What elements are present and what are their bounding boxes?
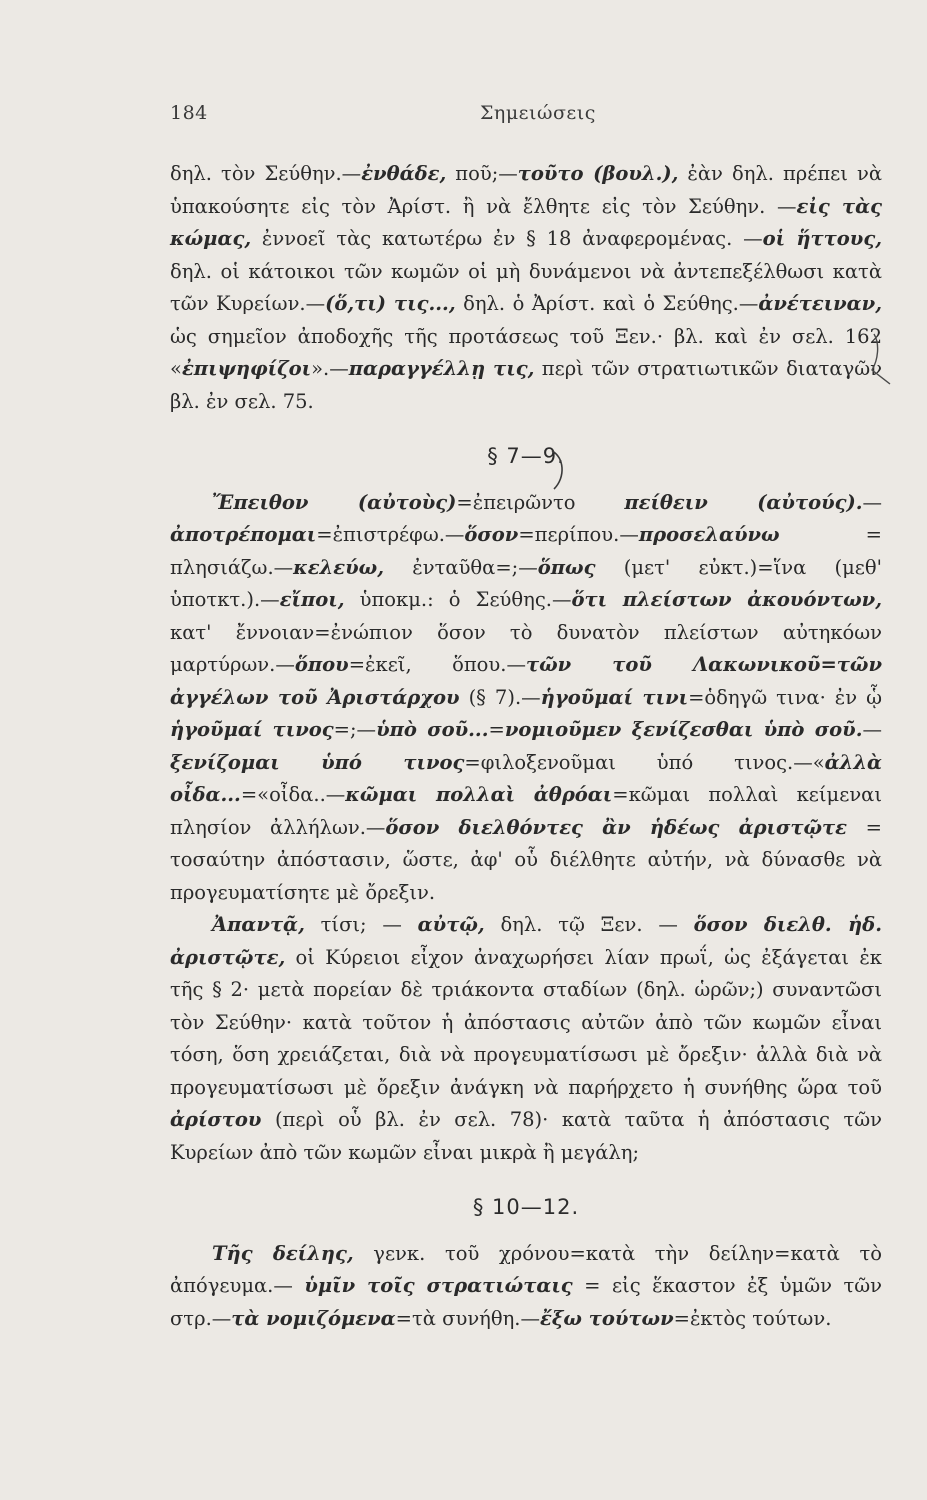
note-text: (μετ' εὐκτ.)=ἵνα (μεθ' ὑποτκτ.).— [170, 555, 882, 611]
note-text: = τοσαύτην ἀπόστασιν, ὥστε, ἀφ' οὗ διέλθητε αὐτήν, νὰ δύνασθε νὰ προγευματίσητε μὲ ὄρεξιν. [170, 815, 882, 904]
lemma-term: ἡγοῦμαί τινι [540, 685, 689, 709]
note-paragraph [170, 158, 882, 418]
note-text: =φιλοξενοῦμαι ὑπό τινος.—« [464, 750, 825, 774]
lemma-term: ὅσον [464, 523, 519, 546]
lemma-term: εἰς τὰς κώμας, [170, 194, 882, 250]
note-text: δηλ. ὁ Ἀρίστ. καὶ ὁ Σεύθης.— [455, 292, 759, 315]
note-text: =ἐκεῖ, ὅπου.— [348, 653, 526, 676]
note-text: =ἐκτὸς τούτων. [673, 1306, 832, 1330]
lemma-term: ὑπὸ σοῦ... [376, 718, 489, 741]
note-text: = [488, 718, 505, 741]
lemma-term: προσελαύνω [638, 523, 780, 546]
lemma-term: πείθειν (αὐτούς). [624, 490, 863, 514]
lemma-term: ἐπιψηφίζοι [181, 357, 312, 380]
note-text: — [862, 718, 882, 741]
note-text: ὡς σημεῖον ἀποδοχῆς τῆς προτάσεως τοῦ Ξεν.· βλ. καὶ ἐν σελ. 162 « [170, 324, 882, 380]
lemma-term: Τῆς δείλης, [212, 1241, 354, 1265]
note-text: οἱ Κύρειοι εἶχον ἀναχωρήσει λίαν πρωΐ, ὡς ἐξάγεται ἐκ τῆς § 2· μετὰ πορείαν δὲ τριάκοντα σταδίων (δηλ. ὡρῶν;) συναντῶσι τὸν Σεύθην· κατὰ τοῦτον ἡ ἀπόστασις αὐτῶν ἀπὸ τῶν κωμῶν εἶναι τόση, ὅση χρειάζεται, διὰ νὰ προγευματίσωσι μὲ ὄρεξιν· ἀλλὰ διὰ νὰ προγευματίσωσι μὲ ὄρεξιν ἀνάγκη νὰ παρήρχετο ἡ συνήθης ὥρα τοῦ [170, 945, 882, 1099]
page-number: 184 [170, 102, 208, 124]
section-heading: § 10—12. [472, 1195, 580, 1219]
note-text: ».— [311, 357, 349, 380]
note-text: τίσι; — [304, 913, 418, 936]
lemma-term: ὑμῖν τοῖς στρατιώταις [304, 1274, 573, 1297]
note-paragraph [170, 487, 882, 910]
lemma-term: ὅσον διελθ. ἡδ. ἀριστῷτε, [170, 913, 882, 969]
note-paragraph [170, 1238, 882, 1336]
lemma-term: ἔξω τούτων [539, 1306, 674, 1330]
running-title: Σημειώσεις [480, 102, 596, 124]
lemma-term: ἀνέτειναν, [758, 292, 882, 315]
lemma-term: τοῦτο (βουλ.), [517, 162, 679, 185]
note-text: =κῶμαι πολλαὶ κείμεναι πλησίον ἀλλήλων.— [170, 783, 882, 839]
note-text: ἐννοεῖ τὰς κατωτέρω ἐν § 18 ἀναφερομένας. — [251, 227, 763, 250]
lemma-term: Ἀπαντᾷ, [212, 913, 305, 936]
lemma-term: νομιοῦμεν ξενίζεσθαι ὑπὸ σοῦ. [504, 718, 863, 741]
note-text: γενκ. τοῦ χρόνου=κατὰ τὴν δείλην=κατὰ τὸ ἀπόγευμα.— [170, 1241, 882, 1297]
lemma-term: ἡγοῦμαί τινος [170, 718, 334, 741]
note-text: =περίπου.— [518, 523, 639, 546]
note-paragraph [170, 909, 882, 1169]
page-header [170, 102, 885, 136]
lemma-term: εἴποι, [279, 588, 345, 611]
note-text: ὑποκμ.: ὁ Σεύθης.— [344, 588, 572, 611]
note-text: ἐνταῦθα=;— [384, 555, 538, 579]
note-text: — [862, 490, 882, 514]
lemma-term: ἀρίστου [170, 1108, 262, 1131]
note-text: = εἰς ἕκαστον ἐξ ὑμῶν τῶν στρ.— [170, 1274, 882, 1330]
notes-body [170, 158, 882, 1335]
lemma-term: ὅπου [294, 653, 349, 676]
lemma-term: ἀποτρέπομαι [170, 523, 317, 546]
lemma-term: ἀλλὰ οἶδα... [170, 750, 883, 806]
lemma-term: κελεύω, [293, 555, 385, 579]
note-text: δηλ. τὸν Σεύθην.— [170, 162, 362, 185]
note-text: (§ 7).— [459, 685, 541, 709]
lemma-term: ἐνθάδε, [361, 162, 447, 185]
lemma-term: (ὅ,τι) τις..., [325, 292, 456, 315]
note-text: =ἐπιστρέφω.— [316, 523, 465, 546]
lemma-term: κῶμαι πολλαὶ ἀθρόαι [345, 783, 613, 806]
note-text: δηλ. τῷ Ξεν. — [484, 913, 694, 936]
note-text: περὶ τῶν στρατιωτικῶν διαταγῶν βλ. ἐν σελ. 75. [170, 357, 882, 413]
note-text: =τὰ συνήθη.— [395, 1306, 540, 1330]
section-heading: § 7—9. [487, 444, 565, 468]
lemma-term: τὰ νομιζόμενα [231, 1306, 396, 1330]
note-text: ποῦ;— [446, 162, 518, 185]
note-text: =;— [333, 718, 377, 741]
lemma-term: αὐτῷ, [417, 913, 485, 936]
note-text: =ὁδηγῶ τινα· ἐν ᾧ [688, 685, 883, 709]
lemma-term: τῶν τοῦ Λακωνικοῦ=τῶν ἀγγέλων τοῦ Ἀριστάρχου [170, 653, 883, 709]
lemma-term: Ἔπειθον (αὐτοὺς) [212, 490, 457, 514]
note-text: κατ' ἔννοιαν=ἐνώπιον ὅσον τὸ δυνατὸν πλείστων αὐτηκόων μαρτύρων.— [170, 620, 882, 676]
note-text: =«οἶδα..— [240, 783, 346, 806]
lemma-term: ὅτι πλείστων ἀκουόντων, [571, 588, 882, 611]
note-text: =ἐπειρῶντο [456, 490, 625, 514]
note-text: (περὶ οὗ βλ. ἐν σελ. 78)· κατὰ ταῦτα ἡ ἀπόστασις τῶν Κυρείων ἀπὸ τῶν κωμῶν εἶναι μικρὰ ἢ μεγάλη; [170, 1108, 882, 1164]
lemma-term: οἱ ἥττους, [762, 227, 882, 250]
lemma-term: ξενίζομαι ὑπό τινος [170, 750, 465, 774]
lemma-term: ὅπως [537, 555, 596, 579]
lemma-term: ὅσον διελθόντες ἂν ἡδέως ἀριστῷτε [385, 815, 848, 839]
note-text: ἐὰν δηλ. πρέπει νὰ ὑπακούσητε εἰς τὸν Ἀρίστ. ἢ νὰ ἔλθητε εἰς τὸν Σεύθην. — [170, 162, 882, 218]
note-text: δηλ. οἱ κάτοικοι τῶν κωμῶν οἱ μὴ δυνάμενοι νὰ ἀντεπεξέλθωσι κατὰ τῶν Κυρείων.— [170, 259, 882, 315]
lemma-term: παραγγέλλῃ τις, [348, 357, 535, 380]
note-text: = πλησιάζω.— [170, 523, 882, 579]
